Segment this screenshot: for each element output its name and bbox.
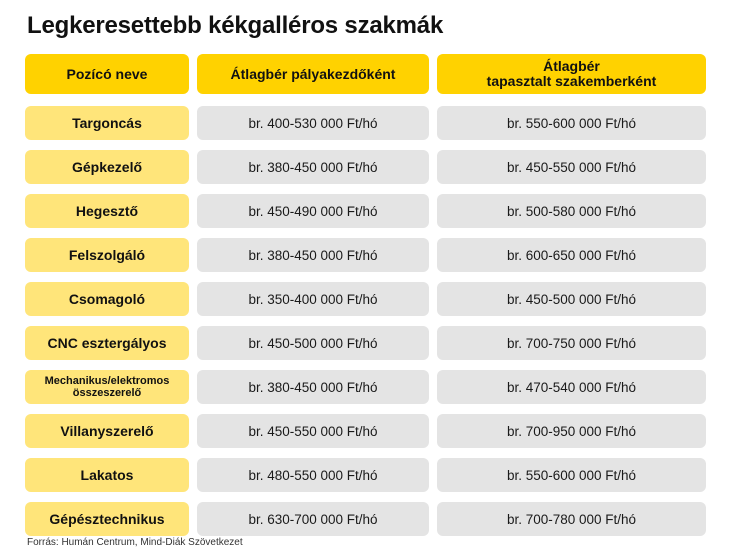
entry-salary-cell: br. 450-490 000 Ft/hó — [197, 194, 429, 228]
entry-salary-cell: br. 480-550 000 Ft/hó — [197, 458, 429, 492]
source-note: Forrás: Humán Centrum, Mind-Diák Szövetkezet — [27, 537, 243, 548]
table-row — [25, 326, 706, 360]
position-line1: Mechanikus/elektromos — [44, 375, 170, 387]
table-row — [25, 502, 706, 536]
expert-salary-cell: br. 500-580 000 Ft/hó — [437, 194, 706, 228]
entry-salary-cell: br. 630-700 000 Ft/hó — [197, 502, 429, 536]
expert-salary-cell: br. 450-500 000 Ft/hó — [437, 282, 706, 316]
header-expert-salary-line2: tapasztalt szakemberként — [486, 73, 657, 89]
table-row — [25, 370, 706, 404]
entry-salary-cell: br. 380-450 000 Ft/hó — [197, 370, 429, 404]
entry-salary-cell: br. 380-450 000 Ft/hó — [197, 150, 429, 184]
table-header — [25, 54, 706, 94]
entry-salary-cell: br. 450-500 000 Ft/hó — [197, 326, 429, 360]
entry-salary-cell: br. 380-450 000 Ft/hó — [197, 238, 429, 272]
position-cell: Hegesztő — [25, 194, 189, 228]
position-cell: CNC esztergályos — [25, 326, 189, 360]
position-cell: Lakatos — [25, 458, 189, 492]
expert-salary-cell: br. 550-600 000 Ft/hó — [437, 106, 706, 140]
header-expert-salary-line1: Átlagbér — [543, 58, 600, 74]
table-row — [25, 106, 706, 140]
table-row — [25, 238, 706, 272]
salary-table — [25, 54, 706, 546]
position-cell: Felszolgáló — [25, 238, 189, 272]
table-row — [25, 282, 706, 316]
expert-salary-cell: br. 550-600 000 Ft/hó — [437, 458, 706, 492]
entry-salary-cell: br. 350-400 000 Ft/hó — [197, 282, 429, 316]
entry-salary-cell: br. 400-530 000 Ft/hó — [197, 106, 429, 140]
expert-salary-cell: br. 470-540 000 Ft/hó — [437, 370, 706, 404]
position-cell: Gépkezelő — [25, 150, 189, 184]
position-cell — [25, 370, 189, 404]
table-row — [25, 194, 706, 228]
expert-salary-cell: br. 700-780 000 Ft/hó — [437, 502, 706, 536]
position-cell: Csomagoló — [25, 282, 189, 316]
expert-salary-cell: br. 450-550 000 Ft/hó — [437, 150, 706, 184]
table-row — [25, 150, 706, 184]
position-cell: Gépésztechnikus — [25, 502, 189, 536]
table-row — [25, 458, 706, 492]
position-cell: Villanyszerelő — [25, 414, 189, 448]
header-expert-salary — [437, 54, 706, 94]
position-line2: összeszerelő — [72, 387, 142, 399]
page-title: Legkeresettebb kékgalléros szakmák — [27, 12, 444, 39]
table-row — [25, 414, 706, 448]
position-cell: Targoncás — [25, 106, 189, 140]
entry-salary-cell: br. 450-550 000 Ft/hó — [197, 414, 429, 448]
header-position: Pozícó neve — [25, 54, 189, 94]
header-entry-salary: Átlagbér pályakezdőként — [197, 54, 429, 94]
expert-salary-cell: br. 600-650 000 Ft/hó — [437, 238, 706, 272]
expert-salary-cell: br. 700-950 000 Ft/hó — [437, 414, 706, 448]
expert-salary-cell: br. 700-750 000 Ft/hó — [437, 326, 706, 360]
